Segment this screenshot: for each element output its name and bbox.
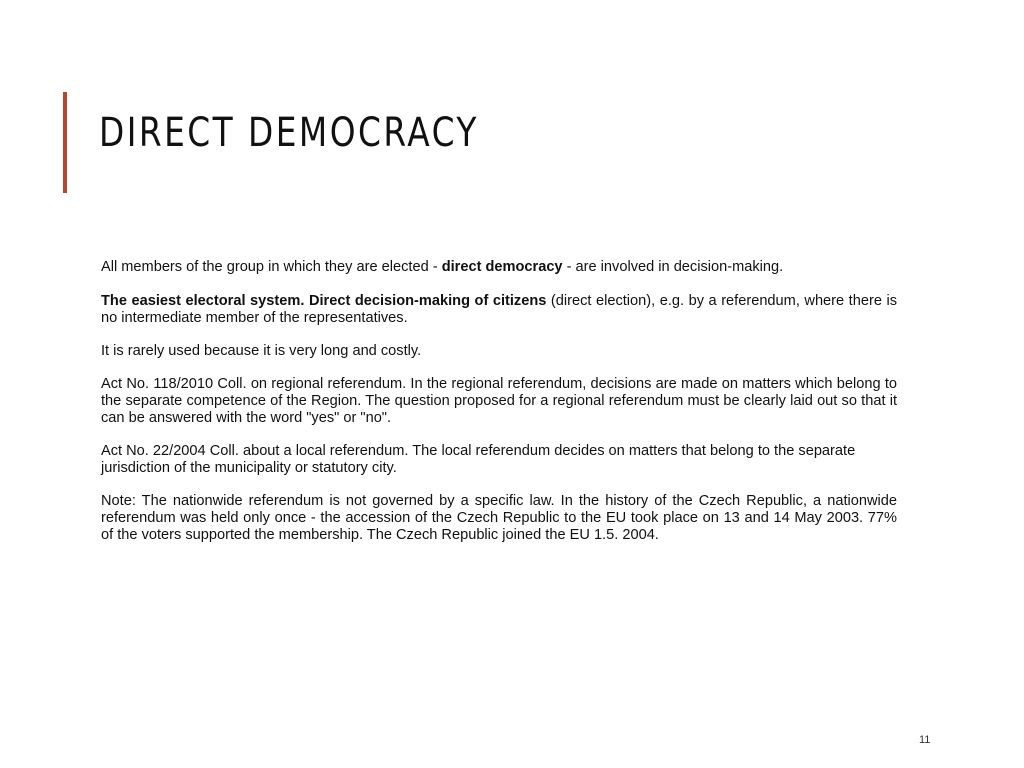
paragraph-text: - are involved in decision-making. xyxy=(562,259,784,275)
paragraph-direct-democracy xyxy=(101,259,897,276)
paragraph-text: (direct election), e.g. by a referendum, where there is no intermediate member of the representatives. xyxy=(101,293,898,326)
paragraph-local-referendum: Act No. 22/2004 Coll. about a local referendum. The local referendum decides on matters that belong to the separate jurisdiction of the municipality or statutory city. xyxy=(101,443,856,476)
bold-term: direct democracy xyxy=(441,259,563,275)
paragraph-text: All members of the group in which they are elected - xyxy=(101,259,442,275)
title-accent-bar xyxy=(63,92,67,193)
page-number: 11 xyxy=(919,734,931,746)
paragraph-regional-referendum: Act No. 118/2010 Coll. on regional referendum. In the regional referendum, decisions are made on matters which belong to the separate competence of the Region. The question proposed for a regional referendum must be clearly laid out so that it can be answered with the word "yes" or "no". xyxy=(101,376,897,426)
bold-term: The easiest electoral system. Direct decision-making of citizens xyxy=(101,293,547,309)
slide-body xyxy=(101,259,897,544)
slide-title: DIRECT DEMOCRACY xyxy=(99,110,479,156)
paragraph-nationwide-note: Note: The nationwide referendum is not governed by a specific law. In the history of the Czech Republic, a nationwide referendum was held only once - the accession of the Czech Republic to the EU took place on 13 and 14 May 2003. 77% of the voters supported the membership. The Czech Republic joined the EU 1.5. 2004. xyxy=(101,493,897,543)
paragraph-rarely-used: It is rarely used because it is very long and costly. xyxy=(101,343,422,359)
paragraph-electoral-system xyxy=(101,293,897,327)
